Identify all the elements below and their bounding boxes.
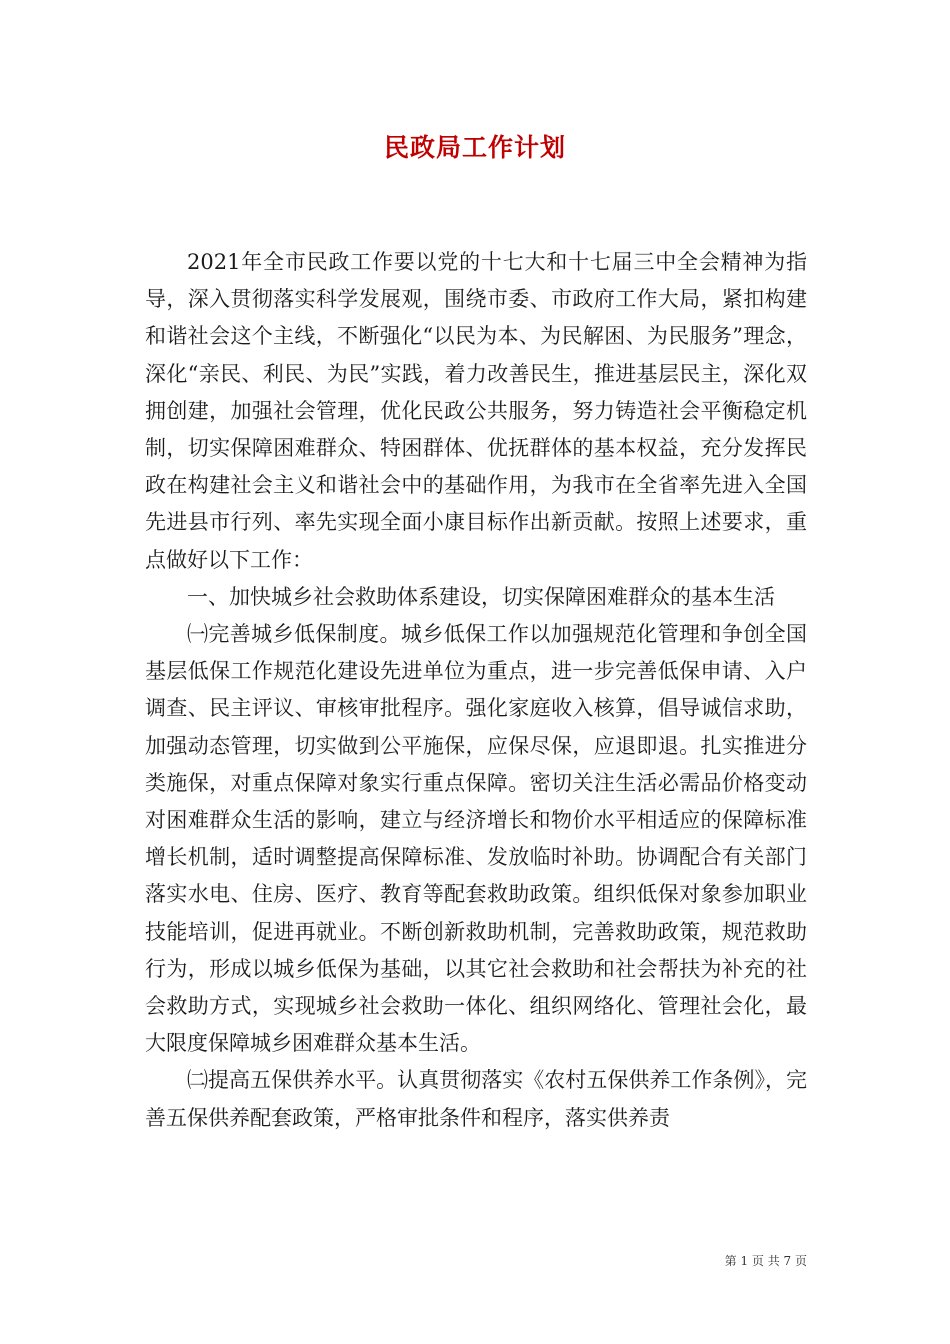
paragraph-five-guarantees: ㈡提高五保供养水平。认真贯彻落实《农村五保供养工作条例》，完善五保供养配套政策，严格审批条件和程序，落实供养责 xyxy=(145,1068,807,1130)
document-title: 民政局工作计划 xyxy=(383,133,566,162)
page-number: 第 1 页 共 7 页 xyxy=(724,1254,807,1268)
document-body xyxy=(145,244,807,1137)
section-heading-1: 一、加快城乡社会救助体系建设，切实保障困难群众的基本生活 xyxy=(187,584,775,609)
paragraph-subsistence-allowance: ㈠完善城乡低保制度。城乡低保工作以加强规范化管理和争创全国基层低保工作规范化建设先进单位为重点，进一步完善低保申请、入户调查、民主评议、审核审批程序。强化家庭收入核算，倡导诚信求助，加强动态管理，切实做到公平施保，应保尽保，应退即退。扎实推进分类施保，对重点保障对象实行重点保障。密切关注生活必需品价格变动对困难群众生活的影响，建立与经济增长和物价水平相适应的保障标准增长机制，适时调整提高保障标准、发放临时补助。协调配合有关部门落实水电、住房、医疗、教育等配套救助政策。组织低保对象参加职业技能培训，促进再就业。不断创新救助机制，完善救助政策，规范救助行为，形成以城乡低保为基础，以其它社会救助和社会帮扶为补充的社会救助方式，实现城乡社会救助一体化、组织网络化、管理社会化，最大限度保障城乡困难群众基本生活。 xyxy=(145,622,807,1056)
paragraph-intro: 2021年全市民政工作要以党的十七大和十七届三中全会精神为指导，深入贯彻落实科学发展观，围绕市委、市政府工作大局，紧扣构建和谐社会这个主线，不断强化“以民为本、为民解困、为民服务”理念，深化“亲民、利民、为民”实践，着力改善民生，推进基层民主，深化双拥创建，加强社会管理，优化民政公共服务，努力铸造社会平衡稳定机制，切实保障困难群众、特困群体、优抚群体的基本权益，充分发挥民政在构建社会主义和谐社会中的基础作用，为我市在全省率先进入全国先进县市行列、率先实现全面小康目标作出新贡献。按照上述要求，重点做好以下工作： xyxy=(145,250,807,572)
